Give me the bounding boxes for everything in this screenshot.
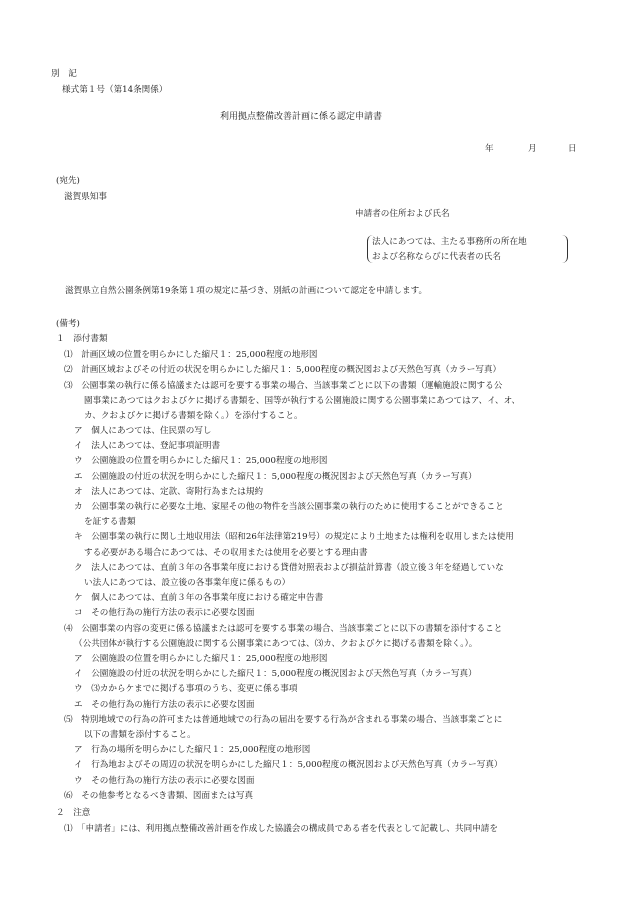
section2-heading: ２ 注意 bbox=[56, 808, 91, 818]
list-item: ⑹ その他参考となるべき書類、図面または写真 bbox=[64, 791, 254, 801]
date-month: 月 bbox=[528, 144, 537, 154]
list-item: イ 行為地およびその周辺の状況を明らかにした縮尺１：5,000程度の概況図および天然色写真（カラー写真） bbox=[74, 760, 503, 770]
list-item: コ その他行為の施行方法の表示に必要な図面 bbox=[74, 608, 255, 618]
list-item: エ 公園施設の付近の状況を明らかにした縮尺１：5,000程度の概況図および天然色写真（カラー写真） bbox=[74, 472, 477, 482]
list-item: ア 個人にあつては、住民票の写し bbox=[74, 426, 212, 436]
list-item: ⑵ 計画区域およびその付近の状況を明らかにした縮尺１：5,000程度の概況図および天然色写真（カラー写真） bbox=[64, 365, 502, 375]
list-item: ウ ⑶カからケまでに掲げる事項のうち、変更に係る事項 bbox=[74, 684, 298, 694]
list-item: オ 法人にあつては、定款、寄附行為または規約 bbox=[74, 487, 264, 497]
application-statement: 滋賀県立自然公園条例第19条第１項の規定に基づき、別紙の計画について認定を申請します。 bbox=[65, 286, 428, 296]
list-item: ウ 公園施設の位置を明らかにした縮尺１：25,000程度の地形図 bbox=[74, 456, 328, 466]
list-item: 以下の書類を添付すること。 bbox=[84, 730, 196, 740]
section1-heading: １ 添付書類 bbox=[56, 334, 108, 344]
list-item: ク 法人にあつては、直前３年の各事業年度における貸借対照表および損益計算書（設立後３年を経過していな bbox=[74, 563, 504, 573]
list-item: を証する書類 bbox=[84, 517, 136, 527]
list-item: ア 行為の場所を明らかにした縮尺１：25,000程度の地形図 bbox=[74, 745, 311, 755]
list-item: 園事業にあつてはクおよびケに掲げる書類を、国等が執行する公園施設に関する公園事業にあつてはア、イ、オ、 bbox=[84, 396, 521, 406]
addressee-label: (宛先) bbox=[56, 176, 80, 186]
document-title: 利用拠点整備改善計画に係る認定申請書 bbox=[220, 112, 383, 122]
list-item: ウ その他行為の施行方法の表示に必要な図面 bbox=[74, 776, 255, 786]
list-item: ⑶ 公園事業の執行に係る協議または認可を要する事業の場合、当該事業ごとに以下の書類（運輸施設に関する公 bbox=[64, 381, 503, 391]
applicant-label: 申請者の住所および氏名 bbox=[355, 209, 450, 219]
corporation-note-line2: および名称ならびに代表者の氏名 bbox=[372, 252, 501, 262]
list-item: ⑴ 「申請者」には、利用拠点整備改善計画を作成した協議会の構成員である者を代表として記載し、共同申請を bbox=[64, 824, 498, 834]
list-item: カ、クおよびケに掲げる書類を除く。）を添付すること。 bbox=[84, 411, 303, 421]
list-item: ア 公園施設の位置を明らかにした縮尺１：25,000程度の地形図 bbox=[74, 654, 328, 664]
form-number: 様式第１号（第14条関係） bbox=[62, 85, 168, 95]
list-item: い法人にあつては、設立後の各事業年度に係るもの） bbox=[84, 578, 291, 588]
list-item: カ 公園事業の執行に必要な土地、家屋その他の物件を当該公園事業の執行のために使用することができること bbox=[74, 502, 504, 512]
date-year: 年 bbox=[485, 144, 494, 154]
list-item: ⑷ 公園事業の内容の変更に係る協議または認可を要する事業の場合、当該事業ごとに以下の書類を添付すること bbox=[64, 624, 503, 634]
list-item: する必要がある場合にあつては、その収用または使用を必要とする理由書 bbox=[84, 548, 368, 558]
betsuki-label: 別 記 bbox=[51, 69, 77, 79]
list-item: （公共団体が執行する公園施設に関する公園事業にあつては、⑶カ、クおよびケに掲げる書類を除く。）。 bbox=[74, 639, 478, 649]
date-day: 日 bbox=[568, 144, 577, 154]
remarks-label: (備考) bbox=[56, 319, 80, 329]
list-item: イ 法人にあつては、登記事項証明書 bbox=[74, 441, 221, 451]
list-item: エ その他行為の施行方法の表示に必要な図面 bbox=[74, 700, 255, 710]
list-item: ⑴ 計画区域の位置を明らかにした縮尺１：25,000程度の地形図 bbox=[64, 350, 318, 360]
list-item: ケ 個人にあつては、直前３年の各事業年度における確定申告書 bbox=[74, 593, 324, 603]
list-item: キ 公園事業の執行に関し土地収用法（昭和26年法律第219号）の規定により土地または権利を収用しまたは使用 bbox=[74, 532, 514, 542]
corporation-note-line1: 法人にあつては、主たる事務所の所在地 bbox=[372, 237, 527, 247]
list-item: イ 公園施設の付近の状況を明らかにした縮尺１：5,000程度の概況図および天然色写真（カラー写真） bbox=[74, 669, 477, 679]
list-item: ⑸ 特別地域での行為の許可または普通地域での行為の届出を要する行為が含まれる事業の場合、当該事業ごとに bbox=[64, 715, 503, 725]
addressee: 滋賀県知事 bbox=[64, 192, 107, 202]
